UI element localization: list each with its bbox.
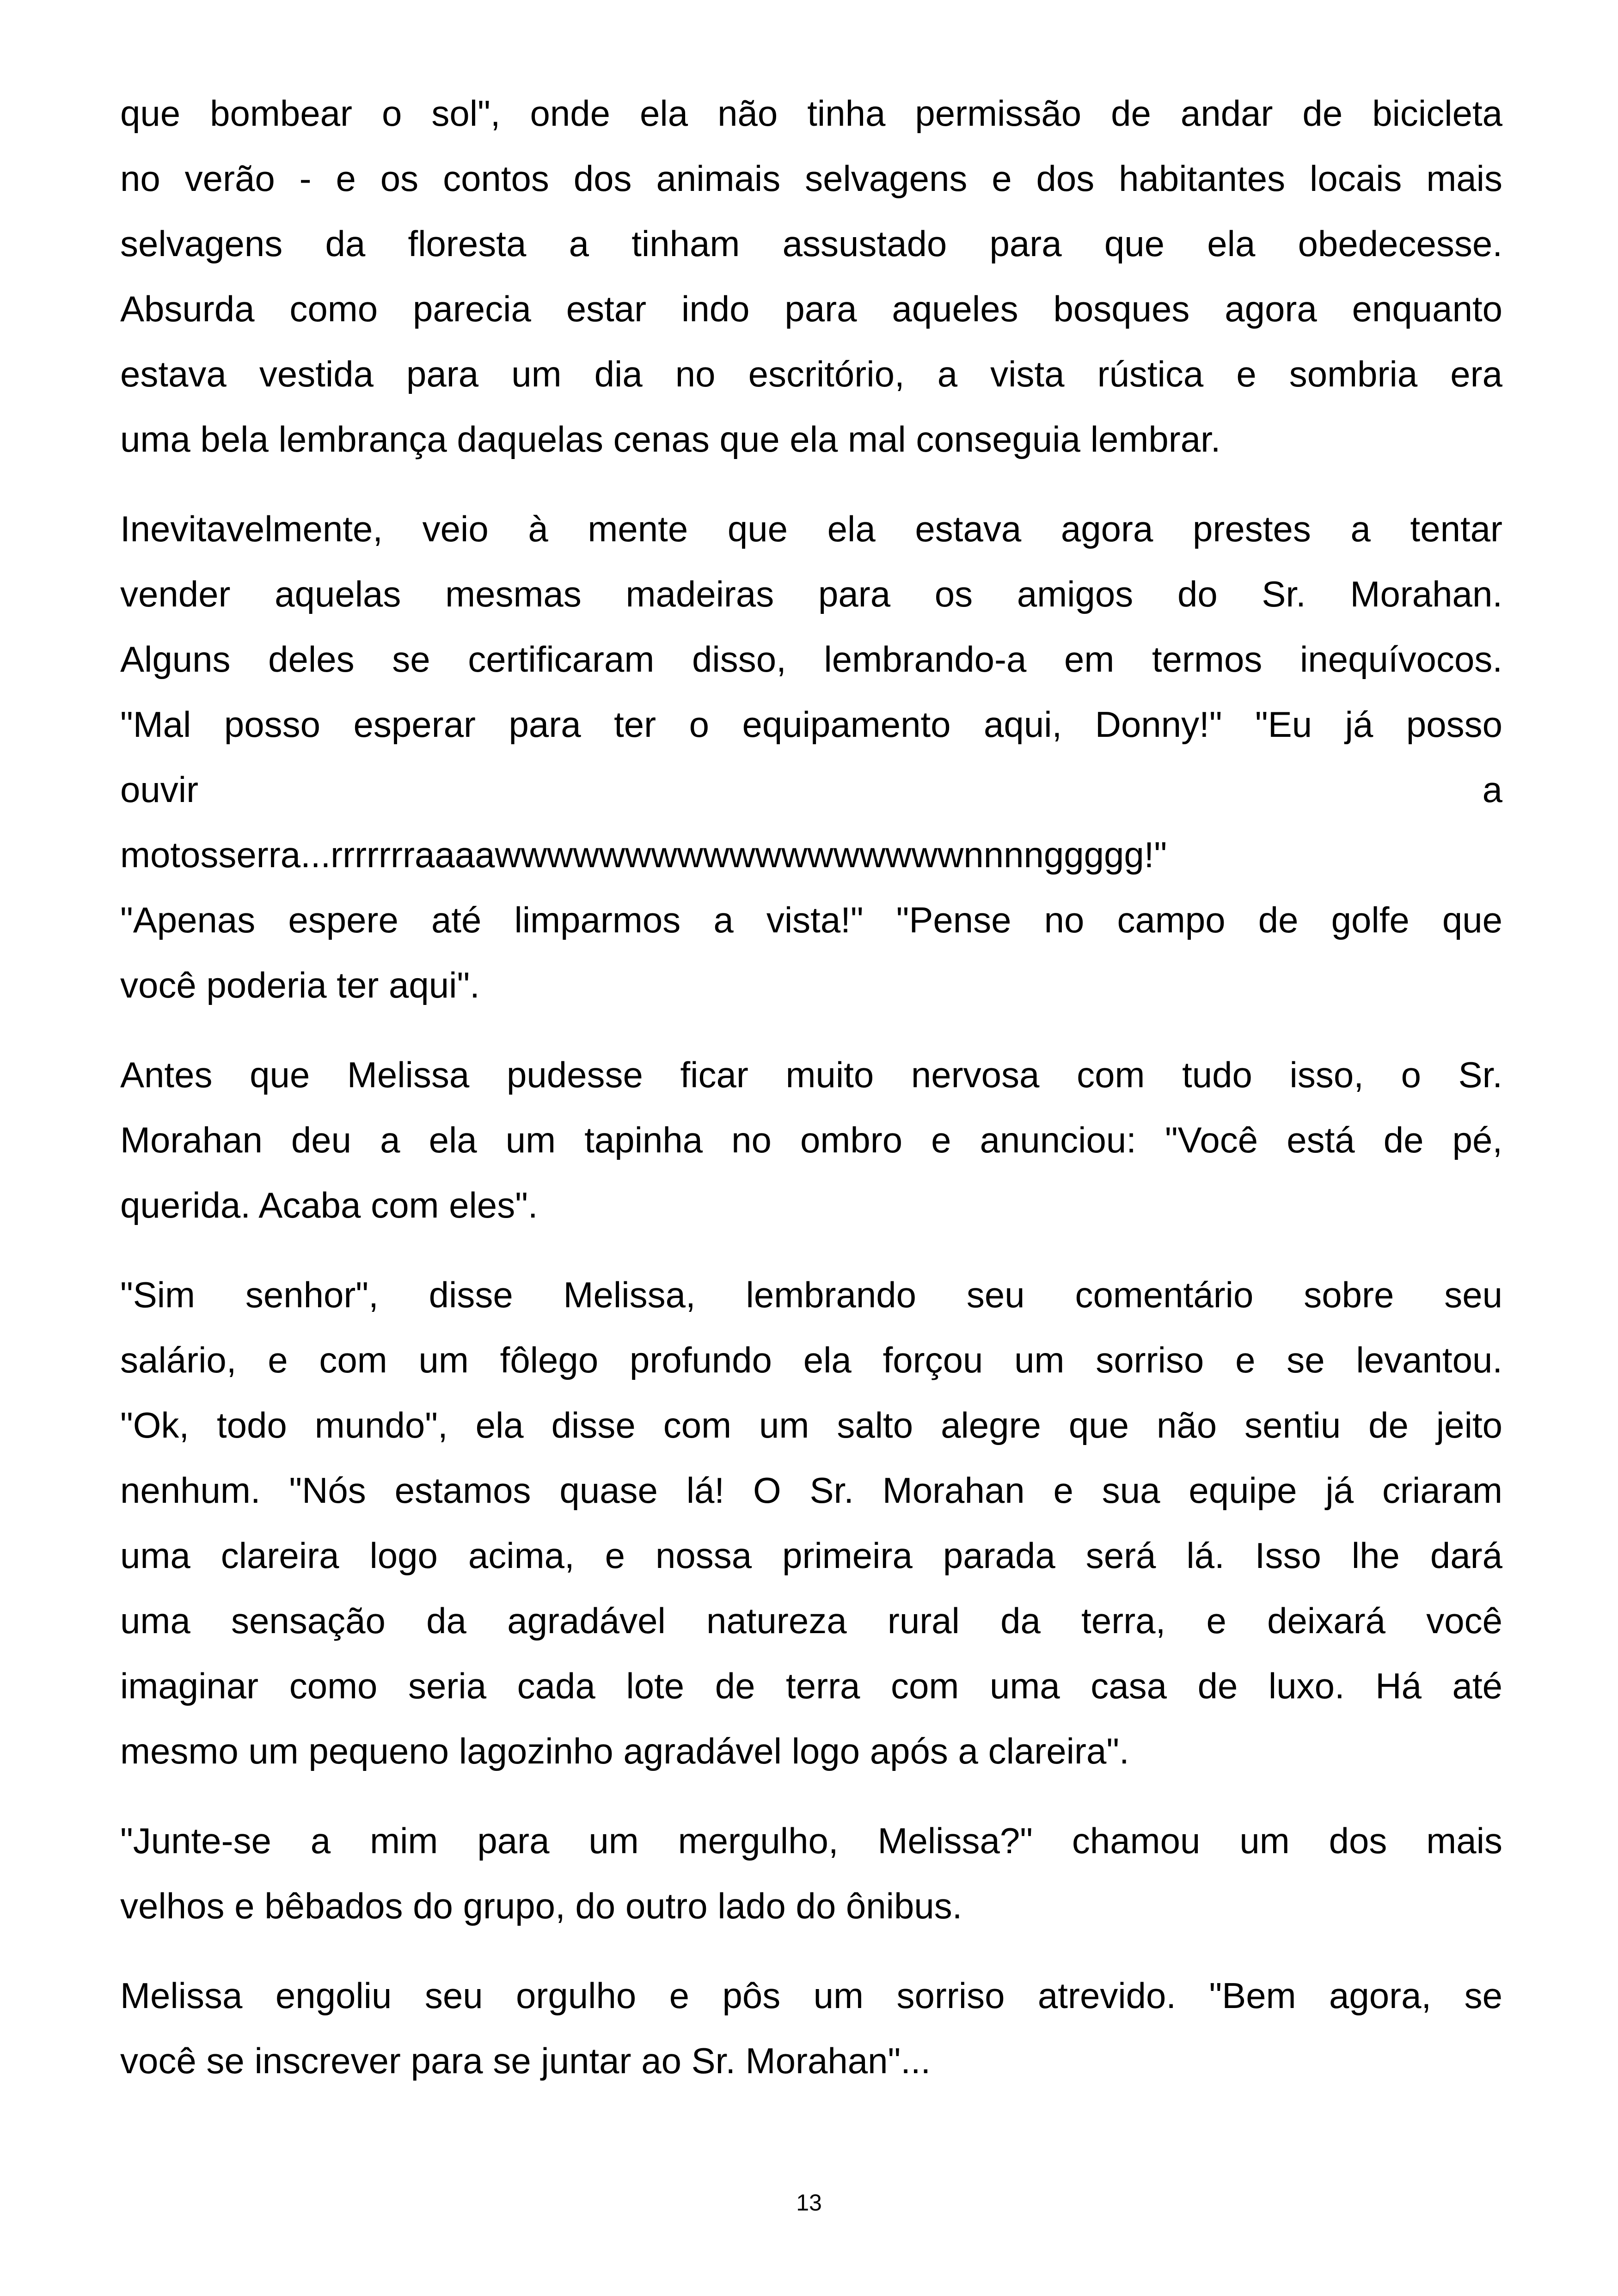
text-line: Inevitavelmente, veio à mente que ela estava agora prestes a tentar <box>120 508 1502 549</box>
text-line: "Sim senhor", disse Melissa, lembrando seu comentário sobre seu <box>120 1274 1502 1315</box>
paragraph-2 <box>120 496 1502 1018</box>
text-line: Antes que Melissa pudesse ficar muito nervosa com tudo isso, o Sr. <box>120 1054 1502 1095</box>
text-line: velhos e bêbados do grupo, do outro lado do ônibus. <box>120 1886 962 1926</box>
text-line: imaginar como seria cada lote de terra com uma casa de luxo. Há até <box>120 1665 1502 1706</box>
text-line: uma bela lembrança daquelas cenas que ela mal conseguia lembrar. <box>120 419 1221 459</box>
text-line: você poderia ter aqui". <box>120 965 480 1005</box>
text-line: Morahan deu a ela um tapinha no ombro e anunciou: "Você está de pé, <box>120 1120 1502 1160</box>
text-line: ouvir a <box>120 769 1502 810</box>
text-line: estava vestida para um dia no escritório, a vista rústica e sombria era <box>120 354 1502 394</box>
text-line: vender aquelas mesmas madeiras para os amigos do Sr. Morahan. <box>120 574 1502 614</box>
text-line: que bombear o sol", onde ela não tinha permissão de andar de bicicleta <box>120 93 1502 134</box>
text-line: nenhum. "Nós estamos quase lá! O Sr. Morahan e sua equipe já criaram <box>120 1470 1502 1511</box>
paragraph-4 <box>120 1262 1502 1784</box>
text-line: "Mal posso esperar para ter o equipamento aqui, Donny!" "Eu já posso <box>120 704 1502 745</box>
text-line: motosserra...rrrrrrraaaawwwwwwwwwwwwwwwwwwnnnnggggg!" <box>120 834 1167 875</box>
text-line: mesmo um pequeno lagozinho agradável logo após a clareira". <box>120 1731 1129 1771</box>
text-line: querida. Acaba com eles". <box>120 1185 538 1225</box>
text-line: você se inscrever para se juntar ao Sr. Morahan"... <box>120 2040 931 2081</box>
text-line: "Junte-se a mim para um mergulho, Melissa?" chamou um dos mais <box>120 1820 1502 1861</box>
text-line: Melissa engoliu seu orgulho e pôs um sorriso atrevido. "Bem agora, se <box>120 1975 1502 2016</box>
paragraph-5 <box>120 1808 1502 1939</box>
text-line: uma sensação da agradável natureza rural da terra, e deixará você <box>120 1600 1502 1641</box>
paragraph-6 <box>120 1963 1502 2094</box>
text-line: salário, e com um fôlego profundo ela forçou um sorriso e se levantou. <box>120 1340 1502 1380</box>
text-line: no verão - e os contos dos animais selvagens e dos habitantes locais mais <box>120 158 1502 199</box>
text-line: Absurda como parecia estar indo para aqueles bosques agora enquanto <box>120 288 1502 329</box>
paragraph-3 <box>120 1042 1502 1238</box>
text-line: "Ok, todo mundo", ela disse com um salto alegre que não sentiu de jeito <box>120 1405 1502 1445</box>
text-line: Alguns deles se certificaram disso, lembrando-a em termos inequívocos. <box>120 639 1502 680</box>
paragraph-1 <box>120 81 1502 472</box>
page-number: 13 <box>796 2190 822 2216</box>
text-line: selvagens da floresta a tinham assustado para que ela obedecesse. <box>120 223 1502 264</box>
body-text <box>120 81 1502 2118</box>
text-line: "Apenas espere até limparmos a vista!" "Pense no campo de golfe que <box>120 900 1502 940</box>
text-line: uma clareira logo acima, e nossa primeira parada será lá. Isso lhe dará <box>120 1535 1502 1576</box>
